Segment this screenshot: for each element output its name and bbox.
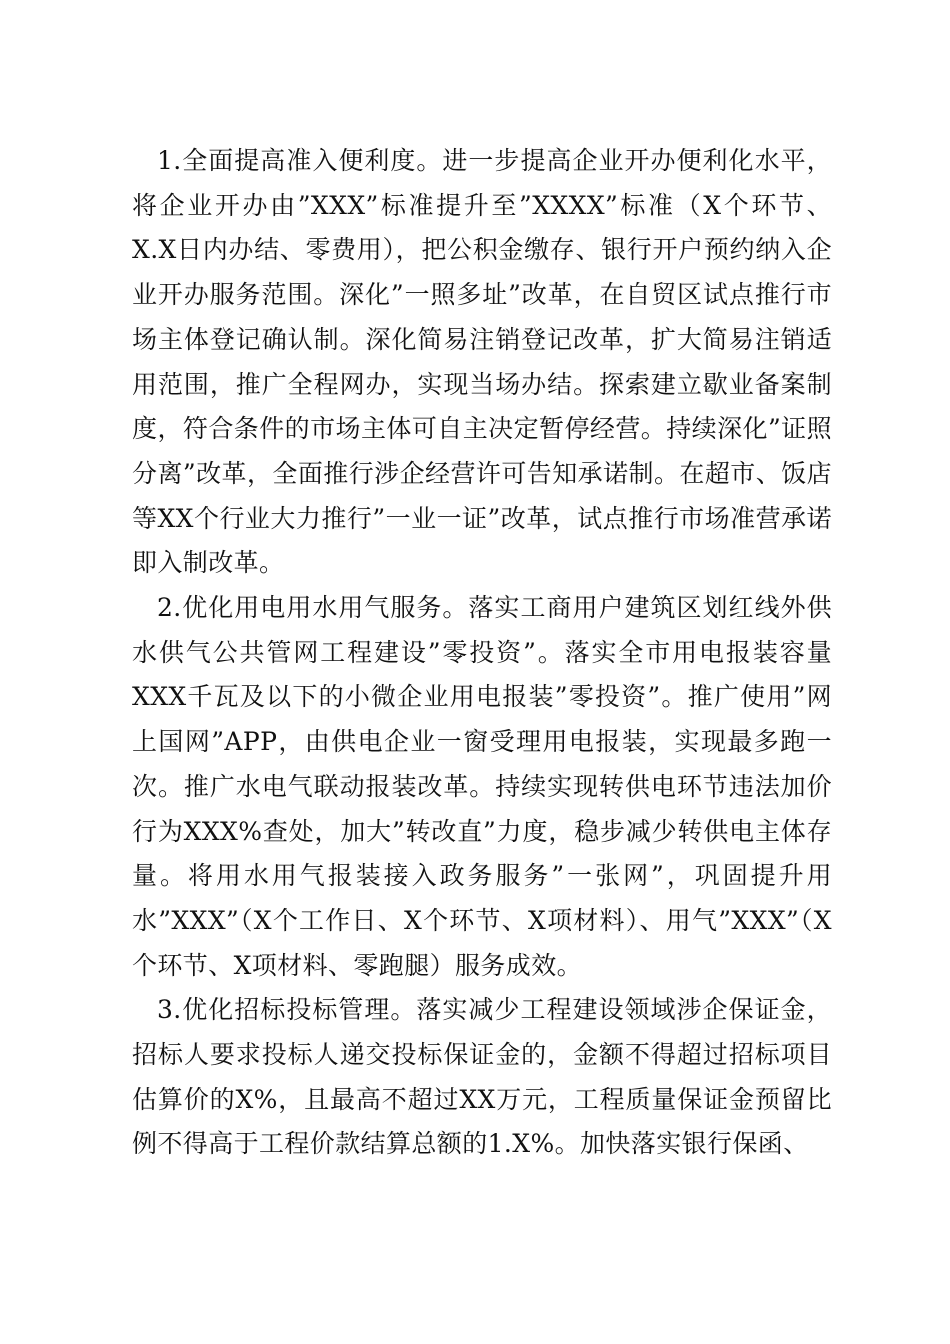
document-body [132,139,832,1167]
paragraph-2: 2.优化用电用水用气服务。落实工商用户建筑区划红线外供水供气公共管网工程建设”零投资”。落实全市用电报装容量XXX千瓦及以下的小微企业用电报装”零投资”。推广使用”网上国网”APP，由供电企业一窗受理用电报装，实现最多跑一次。推广水电气联动报装改革。持续实现转供电环节违法加价行为XXX%查处，加大”转改直”力度，稳步减少转供电主体存量。将用水用气报装接入政务服务”一张网”，巩固提升用水”XXX”（X个工作日、X个环节、X项材料）、用气”XXX”（X个环节、X项材料、零跑腿）服务成效。 [132,593,832,980]
paragraph-3: 3.优化招标投标管理。落实减少工程建设领域涉企保证金，招标人要求投标人递交投标保证金的，金额不得超过招标项目估算价的X%，且最高不超过XX万元，工程质量保证金预留比例不得高于工程价款结算总额的1.X%。加快落实银行保函、 [132,995,832,1159]
paragraph-1: 1.全面提高准入便利度。进一步提高企业开办便利化水平，将企业开办由”XXX”标准提升至”XXXX”标准（X个环节、X.X日内办结、零费用），把公积金缴存、银行开户预约纳入企业开办服务范围。深化”一照多址”改革，在自贸区试点推行市场主体登记确认制。深化简易注销登记改革，扩大简易注销适用范围，推广全程网办，实现当场办结。探索建立歇业备案制度，符合条件的市场主体可自主决定暂停经营。持续深化”证照分离”改革，全面推行涉企经营许可告知承诺制。在超市、饭店等XX个行业大力推行”一业一证”改革，试点推行市场准营承诺即入制改革。 [132,146,832,578]
